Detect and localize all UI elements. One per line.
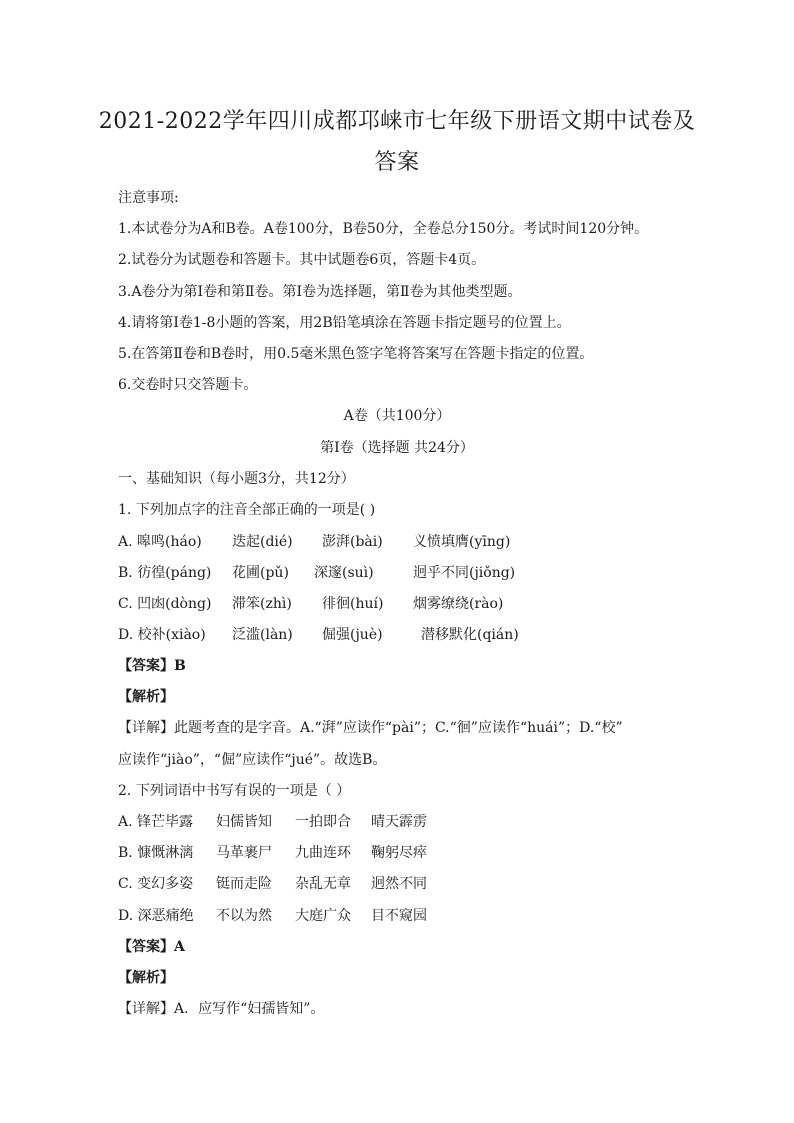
q2-option-b-2: 马革裹尸: [216, 845, 272, 861]
doc-title-line-1: 2021-2022学年四川成都邛崃市七年级下册语文期中试卷及: [98, 109, 696, 134]
q2-option-a-3: 一拍即合: [295, 814, 351, 830]
note-item: 1.本试卷分为A和B卷。A卷100分，B卷50分，全卷总分150分。考试时间120分钟。: [118, 221, 649, 237]
q2-option-a-1: A. 锋芒毕露: [118, 814, 194, 830]
q2-answer: 【答案】A: [118, 939, 185, 955]
q1-option-a-4: 义愤填膺(yīng): [413, 534, 511, 550]
q1-option-d-4: 潜移默化(qián): [421, 627, 519, 643]
note-item: 4.请将第Ⅰ卷1-8小题的答案，用2B铅笔填涂在答题卡指定题号的位置上。: [118, 315, 571, 331]
q1-option-b-2: 花圃(pǔ): [232, 565, 289, 581]
note-item: 3.A卷分为第Ⅰ卷和第Ⅱ卷。第Ⅰ卷为选择题，第Ⅱ卷为其他类型题。: [118, 284, 522, 300]
q2-option-d-2: 不以为然: [216, 908, 272, 924]
q1-option-b-4: 迥乎不同(jiǒng): [413, 565, 516, 581]
note-item: 5.在答第Ⅱ卷和B卷时，用0.5毫米黑色签字笔将答案写在答题卡指定的位置。: [118, 346, 594, 362]
q2-option-b-3: 九曲连环: [295, 845, 351, 861]
q1-analysis-label: 【解析】: [118, 689, 174, 705]
q2-detail-line-1: 【详解】A．应写作“妇孺皆知”。: [118, 1001, 325, 1017]
q1-option-c-1: C. 凹凼(dòng): [118, 596, 212, 612]
q2-option-d-1: D. 深恶痛绝: [118, 908, 194, 924]
q2-option-c-1: C. 变幻多姿: [118, 876, 194, 892]
q2-analysis-label: 【解析】: [118, 970, 174, 986]
q2-option-c-4: 迥然不同: [371, 876, 427, 892]
q1-option-c-4: 烟雾缭绕(rào): [413, 596, 504, 612]
q2-option-a-2: 妇儒皆知: [216, 814, 272, 830]
q1-option-c-2: 滞笨(zhì): [232, 596, 292, 612]
part-1-subheading: 一、基础知识（每小题3分，共12分）: [118, 471, 355, 487]
q2-option-c-2: 铤而走险: [216, 876, 272, 892]
q1-option-a-3: 澎湃(bài): [322, 534, 383, 550]
q1-option-b-1: B. 彷徨(páng): [118, 565, 212, 581]
q2-option-c-3: 杂乱无章: [295, 876, 351, 892]
doc-title-line-2: 答案: [374, 150, 420, 175]
q1-option-a-1: A. 嗥鸣(háo): [118, 534, 202, 550]
q2-option-d-4: 目不窥园: [371, 908, 427, 924]
q1-option-d-2: 泛滥(làn): [232, 627, 293, 643]
q2-option-d-3: 大庭广众: [295, 908, 351, 924]
q2-option-b-1: B. 慷慨淋漓: [118, 845, 194, 861]
question-1-stem: 1. 下列加点字的注音全部正确的一项是( ): [118, 502, 376, 518]
note-item: 2.试卷分为试题卷和答题卡。其中试题卷6页，答题卡4页。: [118, 252, 486, 268]
q1-answer: 【答案】B: [118, 658, 186, 674]
notes-heading: 注意事项:: [118, 190, 179, 206]
q1-option-d-3: 倔强(juè): [322, 627, 383, 643]
note-item: 6.交卷时只交答题卡。: [118, 377, 258, 393]
q2-option-b-4: 鞠躬尽瘁: [371, 845, 427, 861]
section-a-heading: A卷（共100分）: [343, 408, 451, 424]
question-2-stem: 2. 下列词语中书写有误的一项是（ ）: [118, 783, 351, 799]
q1-detail-line-1: 【详解】此题考查的是字音。A.“湃”应读作“pài”；C.“徊”应读作“huái”；D.“校”: [118, 720, 623, 736]
part-1-heading: 第Ⅰ卷（选择题 共24分）: [320, 440, 474, 456]
q1-option-a-2: 迭起(dié): [232, 534, 293, 550]
q2-option-a-4: 晴天霹雳: [371, 814, 427, 830]
q1-option-d-1: D. 校补(xiào): [118, 627, 206, 643]
q1-option-c-3: 徘徊(huí): [322, 596, 384, 612]
q1-detail-line-2: 应读作“jiào”，“倔”应读作“jué”。故选B。: [118, 752, 387, 768]
q1-option-b-3: 深邃(suì): [314, 565, 374, 581]
